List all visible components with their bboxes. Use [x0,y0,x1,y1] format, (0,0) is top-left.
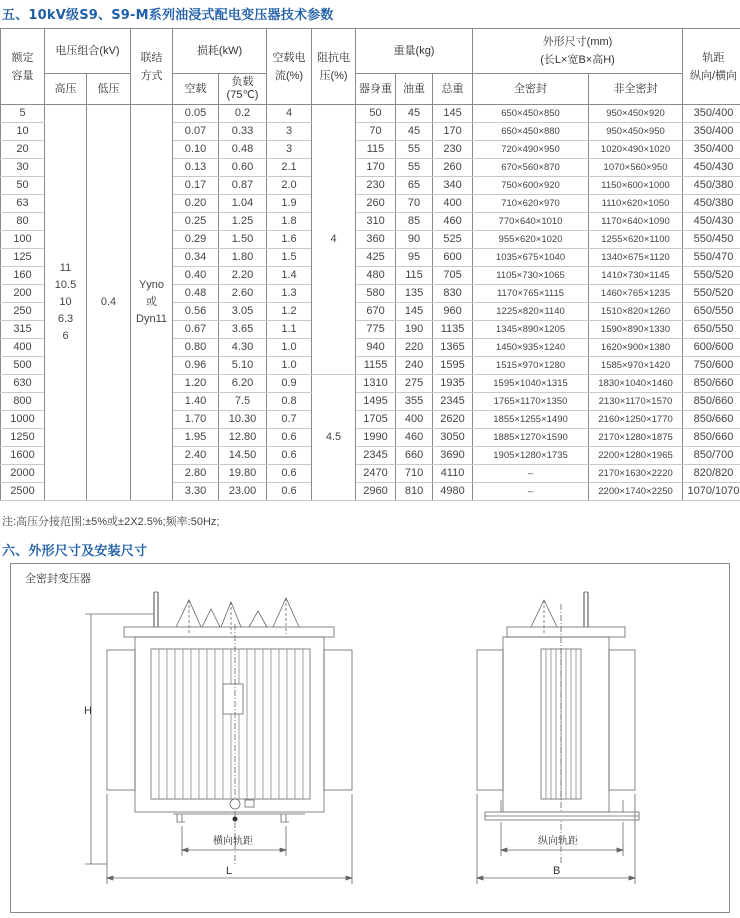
non-sealed-dim-cell: 2170×1280×1875 [589,429,683,447]
body-weight-cell: 940 [356,339,396,357]
capacity-cell: 250 [1,303,45,321]
non-sealed-dim-cell: 950×450×920 [589,105,683,123]
sealed-dim-cell: 770×640×1010 [473,213,589,231]
sealed-dim-cell: 710×620×970 [473,195,589,213]
non-sealed-dim-cell: 1340×675×1120 [589,249,683,267]
no-load-loss-cell: 0.10 [173,141,219,159]
capacity-cell: 5 [1,105,45,123]
oil-weight-cell: 55 [396,141,433,159]
section5-title: 五、10kV级S9、S9-M系列油浸式配电变压器技术参数 [2,8,334,23]
capacity-cell: 500 [1,357,45,375]
lv-value-cell: 0.4 [87,105,131,501]
non-sealed-dim-cell: 1255×620×1100 [589,231,683,249]
gauge-cell: 750/600 [683,357,740,375]
total-weight-cell: 3050 [433,429,473,447]
total-weight-cell: 3690 [433,447,473,465]
total-weight-cell: 400 [433,195,473,213]
gauge-cell: 450/430 [683,159,740,177]
total-weight-cell: 705 [433,267,473,285]
gauge-cell: 550/520 [683,267,740,285]
total-weight-cell: 4110 [433,465,473,483]
no-load-current-cell: 1.2 [267,303,312,321]
l-dimension-label: L [226,865,233,877]
oil-weight-cell: 65 [396,177,433,195]
header-load: 负载 (75℃) [219,74,267,105]
no-load-loss-cell: 1.95 [173,429,219,447]
no-load-current-cell: 4 [267,105,312,123]
header-non-sealed: 非全密封 [589,74,683,105]
no-load-loss-cell: 0.40 [173,267,219,285]
sealed-dim-cell: 650×450×880 [473,123,589,141]
no-load-loss-cell: 0.56 [173,303,219,321]
sealed-dim-cell: 955×620×1020 [473,231,589,249]
sealed-dim-cell: 1035×675×1040 [473,249,589,267]
oil-weight-cell: 240 [396,357,433,375]
sealed-dim-cell: 1105×730×1065 [473,267,589,285]
non-sealed-dim-cell: 1110×620×1050 [589,195,683,213]
capacity-cell: 125 [1,249,45,267]
b-dimension-label: B [553,865,561,877]
load-loss-cell: 7.5 [219,393,267,411]
sealed-dim-cell: 750×600×920 [473,177,589,195]
no-load-current-cell: 3 [267,141,312,159]
capacity-cell: 10 [1,123,45,141]
total-weight-cell: 1365 [433,339,473,357]
load-loss-cell: 3.65 [219,321,267,339]
gauge-cell: 550/450 [683,231,740,249]
non-sealed-dim-cell: 2160×1250×1770 [589,411,683,429]
oil-weight-cell: 190 [396,321,433,339]
header-gauge: 轨距 纵向/横向 [683,29,740,105]
body-weight-cell: 2470 [356,465,396,483]
gauge-cell: 850/660 [683,393,740,411]
hv-values-cell: 11 10.5 10 6.3 6 [45,105,87,501]
gauge-cell: 650/550 [683,321,740,339]
no-load-current-cell: 0.6 [267,429,312,447]
no-load-current-cell: 0.9 [267,375,312,393]
non-sealed-dim-cell: 1510×820×1260 [589,303,683,321]
table-note: 注:高压分接范围:±5%或±2X2.5%;频率:50Hz; [2,516,220,528]
load-loss-cell: 10.30 [219,411,267,429]
no-load-current-cell: 1.1 [267,321,312,339]
capacity-cell: 80 [1,213,45,231]
total-weight-cell: 170 [433,123,473,141]
non-sealed-dim-cell: 2170×1630×2220 [589,465,683,483]
total-weight-cell: 340 [433,177,473,195]
body-weight-cell: 1155 [356,357,396,375]
total-weight-cell: 145 [433,105,473,123]
sealed-dim-cell: 1515×970×1280 [473,357,589,375]
load-loss-cell: 0.33 [219,123,267,141]
h-dimension-label: H [84,705,92,717]
body-weight-cell: 50 [356,105,396,123]
gauge-cell: 650/550 [683,303,740,321]
gauge-cell: 1070/1070 [683,483,740,501]
no-load-loss-cell: 1.70 [173,411,219,429]
capacity-cell: 2500 [1,483,45,501]
header-oil-weight: 油重 [396,74,433,105]
load-loss-cell: 1.04 [219,195,267,213]
load-loss-cell: 0.2 [219,105,267,123]
capacity-cell: 630 [1,375,45,393]
body-weight-cell: 425 [356,249,396,267]
no-load-current-cell: 0.8 [267,393,312,411]
load-loss-cell: 4.30 [219,339,267,357]
sealed-dim-cell: 720×490×950 [473,141,589,159]
no-load-loss-cell: 0.67 [173,321,219,339]
no-load-current-cell: 1.6 [267,231,312,249]
no-load-current-cell: 2.1 [267,159,312,177]
oil-weight-cell: 95 [396,249,433,267]
oil-weight-cell: 460 [396,429,433,447]
oil-weight-cell: 810 [396,483,433,501]
load-loss-cell: 0.48 [219,141,267,159]
header-body-weight: 器身重 [356,74,396,105]
total-weight-cell: 1935 [433,375,473,393]
sealed-dim-cell: 670×560×870 [473,159,589,177]
no-load-current-cell: 0.6 [267,483,312,501]
body-weight-cell: 170 [356,159,396,177]
gauge-cell: 820/820 [683,465,740,483]
total-weight-cell: 2345 [433,393,473,411]
longitudinal-gauge-label: 纵向轨距 [538,836,578,847]
no-load-loss-cell: 0.13 [173,159,219,177]
no-load-current-cell: 1.4 [267,267,312,285]
total-weight-cell: 600 [433,249,473,267]
no-load-loss-cell: 0.17 [173,177,219,195]
capacity-cell: 50 [1,177,45,195]
sealed-dim-cell: 1225×820×1140 [473,303,589,321]
body-weight-cell: 2960 [356,483,396,501]
gauge-cell: 450/380 [683,195,740,213]
total-weight-cell: 230 [433,141,473,159]
oil-weight-cell: 400 [396,411,433,429]
capacity-cell: 20 [1,141,45,159]
oil-weight-cell: 135 [396,285,433,303]
gauge-cell: 850/660 [683,429,740,447]
header-outline: 外形尺寸(mm) (长L×宽B×高H) [473,29,683,74]
total-weight-cell: 4980 [433,483,473,501]
no-load-loss-cell: 0.48 [173,285,219,303]
sealed-dim-cell: 1765×1170×1350 [473,393,589,411]
no-load-loss-cell: 1.20 [173,375,219,393]
load-loss-cell: 14.50 [219,447,267,465]
non-sealed-dim-cell: 950×450×950 [589,123,683,141]
no-load-loss-cell: 0.05 [173,105,219,123]
oil-weight-cell: 710 [396,465,433,483]
body-weight-cell: 1990 [356,429,396,447]
header-weight: 重量(kg) [356,29,473,74]
oil-weight-cell: 45 [396,105,433,123]
non-sealed-dim-cell: 1020×490×1020 [589,141,683,159]
body-weight-cell: 70 [356,123,396,141]
capacity-cell: 200 [1,285,45,303]
diagram-label: 全密封变压器 [25,572,91,585]
load-loss-cell: 1.50 [219,231,267,249]
header-lv: 低压 [87,74,131,105]
header-hv: 高压 [45,74,87,105]
no-load-loss-cell: 0.29 [173,231,219,249]
sealed-dim-cell: – [473,483,589,501]
no-load-loss-cell: 0.07 [173,123,219,141]
body-weight-cell: 310 [356,213,396,231]
load-loss-cell: 6.20 [219,375,267,393]
sealed-dim-cell: – [473,465,589,483]
section6-title: 六、外形尺寸及安装尺寸 [2,544,148,559]
gauge-cell: 450/380 [683,177,740,195]
header-capacity: 额定 容量 [1,29,45,105]
bushings [176,598,299,634]
gauge-cell: 600/600 [683,339,740,357]
header-voltage-combo: 电压组合(kV) [45,29,131,74]
capacity-cell: 1000 [1,411,45,429]
capacity-cell: 400 [1,339,45,357]
oil-weight-cell: 660 [396,447,433,465]
no-load-current-cell: 1.0 [267,339,312,357]
impedance-cell-group1: 4 [312,105,356,375]
gauge-cell: 850/700 [683,447,740,465]
load-loss-cell: 0.87 [219,177,267,195]
sealed-dim-cell: 650×450×850 [473,105,589,123]
non-sealed-dim-cell: 1410×730×1145 [589,267,683,285]
body-weight-cell: 580 [356,285,396,303]
total-weight-cell: 525 [433,231,473,249]
non-sealed-dim-cell: 2200×1280×1965 [589,447,683,465]
body-weight-cell: 2345 [356,447,396,465]
gauge-cell: 550/520 [683,285,740,303]
header-no-load-current: 空载电 流(%) [267,29,312,105]
connection-cell: Yyno 或 Dyn11 [131,105,173,501]
oil-weight-cell: 70 [396,195,433,213]
load-loss-cell: 1.25 [219,213,267,231]
oil-weight-cell: 45 [396,123,433,141]
no-load-loss-cell: 0.25 [173,213,219,231]
load-loss-cell: 2.60 [219,285,267,303]
load-loss-cell: 5.10 [219,357,267,375]
header-sealed: 全密封 [473,74,589,105]
body-weight-cell: 360 [356,231,396,249]
body-weight-cell: 670 [356,303,396,321]
sealed-dim-cell: 1885×1270×1590 [473,429,589,447]
body-weight-cell: 1310 [356,375,396,393]
gauge-cell: 350/400 [683,105,740,123]
oil-weight-cell: 115 [396,267,433,285]
oil-weight-cell: 355 [396,393,433,411]
capacity-cell: 2000 [1,465,45,483]
no-load-loss-cell: 0.34 [173,249,219,267]
oil-weight-cell: 55 [396,159,433,177]
oil-weight-cell: 85 [396,213,433,231]
capacity-cell: 160 [1,267,45,285]
load-loss-cell: 19.80 [219,465,267,483]
non-sealed-dim-cell: 1150×600×1000 [589,177,683,195]
body-weight-cell: 1705 [356,411,396,429]
oil-weight-cell: 145 [396,303,433,321]
load-loss-cell: 3.05 [219,303,267,321]
transformer-drawing [11,564,729,912]
total-weight-cell: 960 [433,303,473,321]
non-sealed-dim-cell: 2130×1170×1570 [589,393,683,411]
header-connection: 联结 方式 [131,29,173,105]
oil-weight-cell: 220 [396,339,433,357]
load-loss-cell: 12.80 [219,429,267,447]
sealed-dim-cell: 1595×1040×1315 [473,375,589,393]
capacity-cell: 100 [1,231,45,249]
spec-table [0,28,740,501]
body-weight-cell: 1495 [356,393,396,411]
no-load-current-cell: 0.6 [267,465,312,483]
no-load-current-cell: 1.8 [267,213,312,231]
no-load-current-cell: 1.9 [267,195,312,213]
no-load-current-cell: 0.7 [267,411,312,429]
no-load-loss-cell: 3.30 [173,483,219,501]
body-weight-cell: 775 [356,321,396,339]
total-weight-cell: 260 [433,159,473,177]
total-weight-cell: 1135 [433,321,473,339]
gauge-cell: 550/470 [683,249,740,267]
no-load-current-cell: 3 [267,123,312,141]
gauge-cell: 350/400 [683,123,740,141]
header-total-weight: 总重 [433,74,473,105]
total-weight-cell: 1595 [433,357,473,375]
no-load-loss-cell: 0.80 [173,339,219,357]
no-load-current-cell: 1.5 [267,249,312,267]
fins [159,649,303,799]
gauge-cell: 850/660 [683,375,740,393]
header-impedance: 阻抗电 压(%) [312,29,356,105]
non-sealed-dim-cell: 1585×970×1420 [589,357,683,375]
non-sealed-dim-cell: 1460×765×1235 [589,285,683,303]
capacity-cell: 1600 [1,447,45,465]
capacity-cell: 1250 [1,429,45,447]
non-sealed-dim-cell: 1620×900×1380 [589,339,683,357]
load-loss-cell: 1.80 [219,249,267,267]
gauge-cell: 350/400 [683,141,740,159]
oil-weight-cell: 275 [396,375,433,393]
no-load-current-cell: 2.0 [267,177,312,195]
load-loss-cell: 0.60 [219,159,267,177]
sealed-dim-cell: 1905×1280×1735 [473,447,589,465]
no-load-current-cell: 1.0 [267,357,312,375]
non-sealed-dim-cell: 1830×1040×1460 [589,375,683,393]
oil-weight-cell: 90 [396,231,433,249]
non-sealed-dim-cell: 1170×640×1090 [589,213,683,231]
impedance-cell-group2: 4.5 [312,375,356,501]
non-sealed-dim-cell: 1070×560×950 [589,159,683,177]
sealed-dim-cell: 1170×765×1115 [473,285,589,303]
header-loss: 损耗(kW) [173,29,267,74]
sealed-dim-cell: 1855×1255×1490 [473,411,589,429]
transverse-gauge-label: 横向轨距 [213,836,253,847]
sealed-dim-cell: 1345×890×1205 [473,321,589,339]
no-load-current-cell: 0.6 [267,447,312,465]
no-load-current-cell: 1.3 [267,285,312,303]
body-weight-cell: 260 [356,195,396,213]
body-weight-cell: 230 [356,177,396,195]
total-weight-cell: 2620 [433,411,473,429]
non-sealed-dim-cell: 1590×890×1330 [589,321,683,339]
load-loss-cell: 23.00 [219,483,267,501]
no-load-loss-cell: 2.80 [173,465,219,483]
gauge-cell: 450/430 [683,213,740,231]
capacity-cell: 30 [1,159,45,177]
body-weight-cell: 480 [356,267,396,285]
no-load-loss-cell: 0.20 [173,195,219,213]
sealed-dim-cell: 1450×935×1240 [473,339,589,357]
body-weight-cell: 115 [356,141,396,159]
gauge-cell: 850/660 [683,411,740,429]
no-load-loss-cell: 1.40 [173,393,219,411]
capacity-cell: 315 [1,321,45,339]
header-no-load: 空载 [173,74,219,105]
table-row [1,105,740,123]
no-load-loss-cell: 0.96 [173,357,219,375]
total-weight-cell: 460 [433,213,473,231]
capacity-cell: 800 [1,393,45,411]
no-load-loss-cell: 2.40 [173,447,219,465]
total-weight-cell: 830 [433,285,473,303]
non-sealed-dim-cell: 2200×1740×2250 [589,483,683,501]
capacity-cell: 63 [1,195,45,213]
load-loss-cell: 2.20 [219,267,267,285]
outline-diagram [10,563,730,913]
